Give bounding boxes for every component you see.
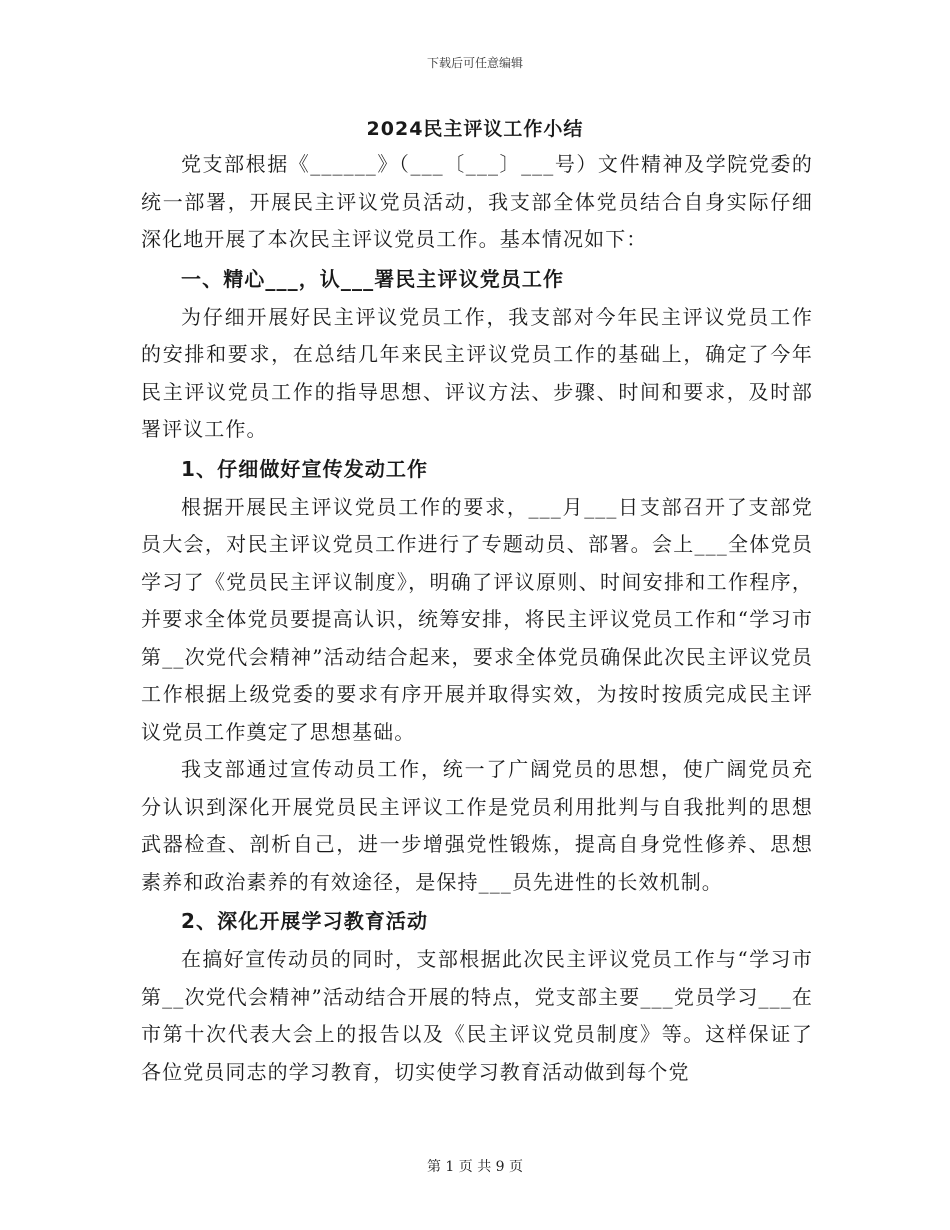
subsection-heading-2: 2、深化开展学习教育活动 bbox=[181, 909, 429, 933]
section-heading-1: 一、精心___，认___署民主评议党员工作 bbox=[181, 266, 565, 291]
intro-paragraph: 党支部根据《______》（___〔___〕___号）文件精神及学院党委的统一部署，开展民主评议党员活动，我支部全体党员结合自身实际仔细深化地开展了本次民主评议党员工作。基本情况如下： bbox=[141, 152, 813, 251]
subsection-1-paragraph-2: 我支部通过宣传动员工作，统一了广阔党员的思想，使广阔党员充分认识到深化开展党员民主评议工作是党员利用批判与自我批判的思想武器检查、剖析自己，进一步增强党性锻炼，提高自身党性修养、思想素养和政治素养的有效途径，是保持___员先进性的长效机制。 bbox=[141, 757, 813, 894]
document-title: 2024民主评议工作小结 bbox=[366, 118, 584, 140]
header-note: 下载后可任意编辑 bbox=[426, 56, 523, 70]
page-number-footer: 第 1 页 共 9 页 bbox=[426, 1159, 524, 1175]
subsection-1-paragraph-1: 根据开展民主评议党员工作的要求，___月___日支部召开了支部党员大会，对民主评议党员工作进行了专题动员、部署。会上___全体党员学习了《党员民主评议制度》，明确了评议原则、时间安排和工作程序，并要求全体党员要提高认识，统筹安排，将民主评议党员工作和“学习市第__次党代会精神”活动结合起来，要求全体党员确保此次民主评议党员工作根据上级党委的要求有序开展并取得实效，为按时按质完成民主评议党员工作奠定了思想基础。 bbox=[141, 494, 813, 744]
subsection-2-paragraph: 在搞好宣传动员的同时，支部根据此次民主评议党员工作与“学习市第__次党代会精神”活动结合开展的特点，党支部主要___党员学习___在市第十次代表大会上的报告以及《民主评议党员制度》等。这样保证了各位党员同志的学习教育，切实使学习教育活动做到每个党 bbox=[141, 947, 813, 1084]
document-body bbox=[141, 146, 813, 1091]
section-1-paragraph: 为仔细开展好民主评议党员工作，我支部对今年民主评议党员工作的安排和要求，在总结几年来民主评议党员工作的基础上，确定了今年民主评议党员工作的指导思想、评议方法、步骤、时间和要求，及时部署评议工作。 bbox=[141, 304, 813, 441]
subsection-heading-1: 1、仔细做好宣传发动工作 bbox=[181, 456, 429, 481]
